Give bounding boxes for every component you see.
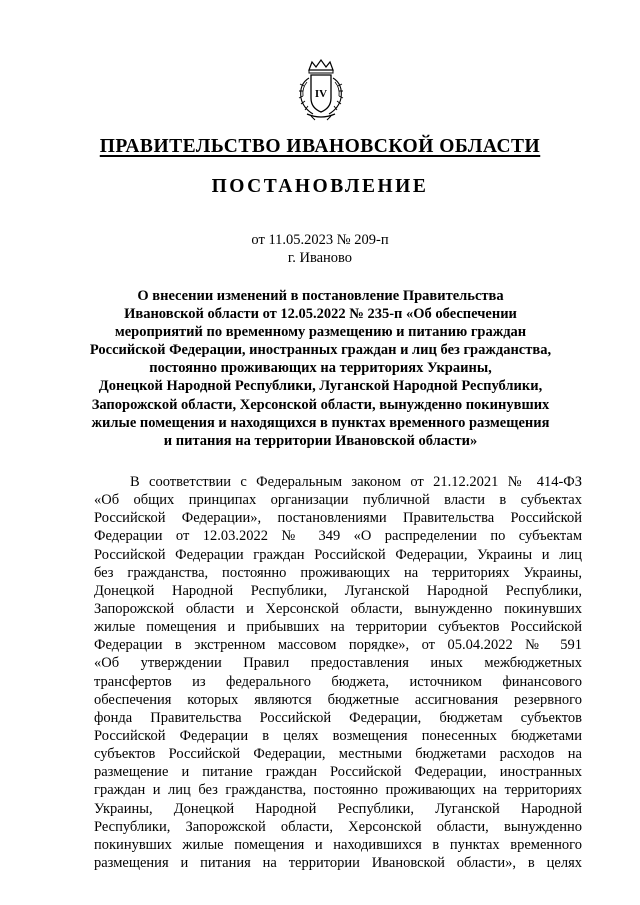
body-line: Российской Федерации в целях возмещения понесенных бюджетами	[94, 727, 582, 744]
body-line: Федерации от 12.03.2022 № 349 «О распределении по субъектам	[94, 528, 582, 545]
body-line: фонда Правительства Российской Федерации, бюджетам субъектов	[94, 709, 582, 726]
body-line: трансфертов из федерального бюджета, источником финансового	[94, 673, 582, 690]
body-line: «Об утверждении Правил предоставления иных межбюджетных	[94, 655, 582, 672]
body-line: размещения и питания на территории Ивановской области», в целях	[94, 854, 582, 871]
body-line: жилые помещения и прибывших на территории субъектов Российской	[94, 619, 582, 636]
body-line: «Об общих принципах организации публичной власти в субъектах	[94, 492, 582, 509]
subject-line: Запорожской области, Херсонской области, вынужденно покинувших	[91, 396, 550, 413]
subject-line: О внесении изменений в постановление Правительства	[137, 288, 504, 304]
document-subject	[88, 287, 553, 450]
document-type-heading: ПОСТАНОВЛЕНИЕ	[211, 176, 429, 197]
ivanovo-coat-of-arms-icon	[293, 58, 349, 122]
subject-line: Ивановской области от 12.05.2022 № 235-п «Об обеспечении	[124, 306, 517, 323]
government-name-heading: ПРАВИТЕЛЬСТВО ИВАНОВСКОЙ ОБЛАСТИ	[99, 136, 541, 157]
body-line: Украины, Донецкой Народной Республики, Луганской Народной	[94, 800, 582, 817]
body-line: Донецкой Народной Республики, Луганской Народной Республики,	[94, 582, 582, 599]
subject-line: мероприятий по временному размещению и питанию граждан	[114, 324, 527, 341]
body-line: граждан и лиц без гражданства, постоянно проживающих на территориях	[94, 782, 582, 799]
subject-line: постоянно проживающих на территориях Украины,	[149, 360, 492, 377]
subject-line: и питания на территории Ивановской области»	[163, 432, 478, 449]
body-line: размещение и питание граждан Российской Федерации, иностранных	[94, 764, 582, 781]
body-line: без гражданства, постоянно проживающих на территориях Украины,	[94, 564, 582, 581]
body-line: обеспечения которых являются бюджетные ассигнования резервного	[94, 691, 582, 708]
body-line: Запорожской области и Херсонской области, вынужденно покинувших	[94, 600, 582, 617]
body-line: Российской Федерации», постановлениями Правительства Российской	[94, 510, 582, 527]
subject-line: жилые помещения и находящихся в пунктах временного размещения	[91, 414, 550, 431]
body-line: субъектов Российской Федерации, местными бюджетами расходов на	[94, 746, 582, 763]
body-line: Российской Федерации граждан Российской Федерации, Украины и лиц	[94, 546, 582, 563]
body-line: покинувших жилые помещения и находившихся в пунктах временного	[94, 836, 582, 853]
emblem-letters: IV	[314, 88, 328, 100]
body-line: В соответствии с Федеральным законом от 21.12.2021 № 414-ФЗ	[130, 474, 582, 490]
document-city: г. Иваново	[287, 250, 353, 266]
document-date-number: от 11.05.2023 № 209-п	[251, 232, 389, 248]
subject-line: Донецкой Народной Республики, Луганской Народной Республики,	[98, 378, 543, 395]
body-line: Федерации в экстренном массовом порядке», от 05.04.2022 № 591	[94, 637, 582, 654]
coat-of-arms-emblem	[293, 58, 349, 122]
subject-line: Российской Федерации, иностранных граждан и лиц без гражданства,	[89, 342, 552, 359]
body-line: Республики, Запорожской области, Херсонской области, вынужденно	[94, 818, 582, 835]
document-body	[94, 473, 582, 872]
